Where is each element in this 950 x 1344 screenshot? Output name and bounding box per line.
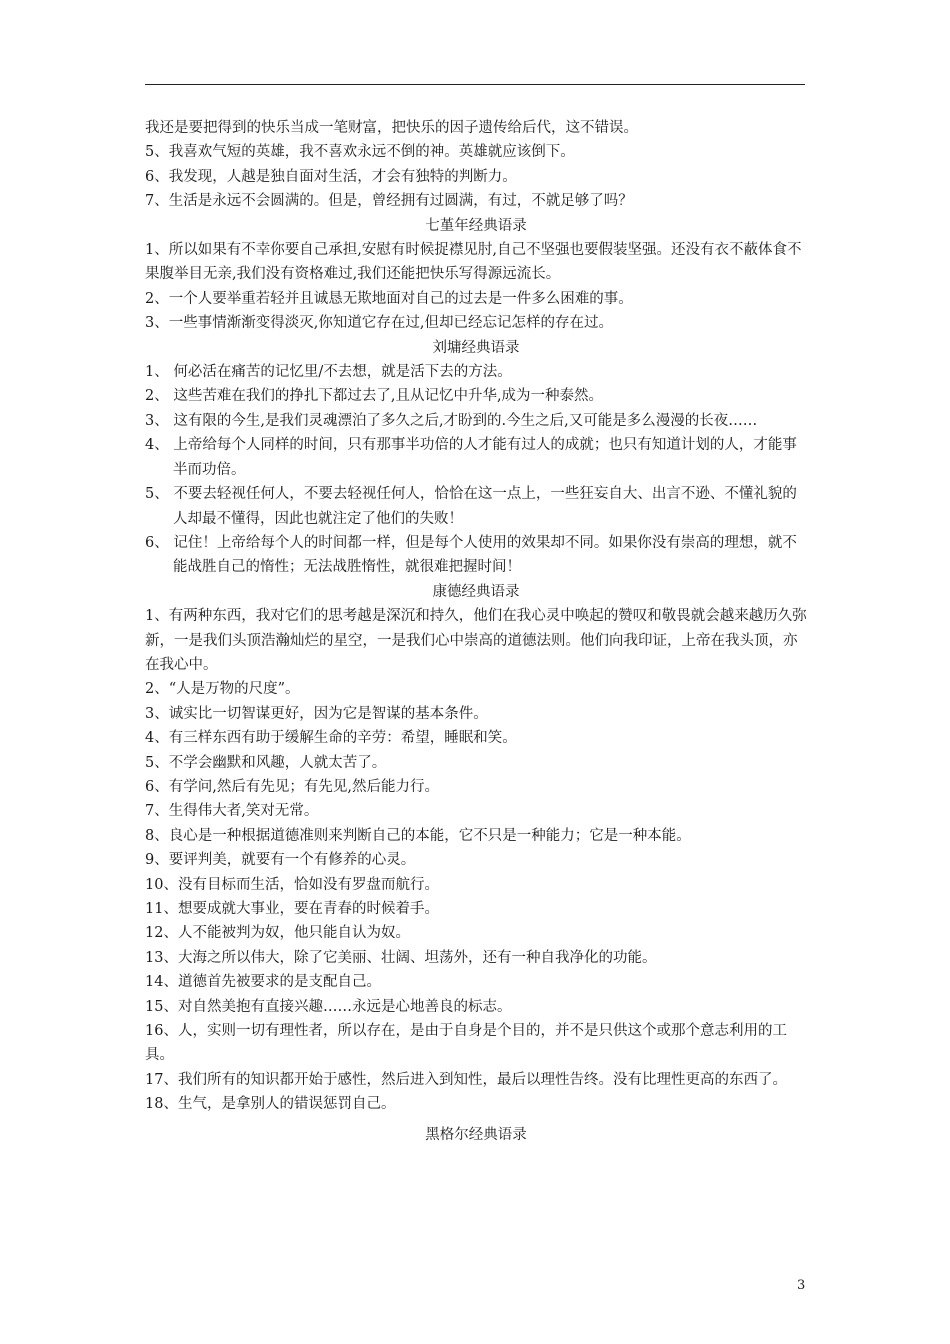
quote-item: 6、 记住！上帝给每个人的时间都一样，但是每个人使用的效果却不同。如果你没有崇高的理想，就不能战胜自己的惰性；无法战胜惰性，就很难把握时间！: [145, 534, 797, 576]
quote-item: 7、生得伟大者,笑对无常。: [145, 803, 319, 820]
section-title: 七堇年经典语录: [425, 217, 527, 234]
quote-item: 15、对自然美抱有直接兴趣……永远是心地善良的标志。: [145, 998, 512, 1015]
text-line: 5、我喜欢气短的英雄，我不喜欢永远不倒的神。英雄就应该倒下。: [145, 144, 575, 161]
quote-item: 12、人不能被判为奴，他只能自认为奴。: [145, 925, 410, 942]
quote-item: 2、一个人要举重若轻并且诚恳无欺地面对自己的过去是一件多么困难的事。: [145, 290, 633, 307]
page-content: [145, 116, 807, 1147]
section-title: 康德经典语录: [432, 583, 520, 600]
section-title: 黑格尔经典语录: [425, 1126, 527, 1143]
quote-item: 2、“人是万物的尺度”。: [145, 681, 300, 698]
text-line: 我还是要把得到的快乐当成一笔财富，把快乐的因子遗传给后代，这不错误。: [145, 120, 638, 136]
quote-item: 16、人，实则一切有理性者，所以存在，是由于自身是个目的，并不是只供这个或那个意志利用的工具。: [145, 1023, 787, 1064]
page-number: 3: [797, 1278, 806, 1293]
section-kant: [145, 580, 807, 1117]
quote-item: 14、道德首先被要求的是支配自己。: [145, 974, 381, 991]
quote-item: 17、我们所有的知识都开始于感性，然后进入到知性，最后以理性告终。没有比理性更高的东西了。: [145, 1071, 787, 1088]
quote-item: 18、生气，是拿别人的错误惩罚自己。: [145, 1096, 396, 1113]
quote-item: 5、不学会幽默和风趣，人就太苦了。: [145, 754, 387, 771]
section-qijinnian: [145, 214, 807, 336]
text-line: 7、生活是永远不会圆满的。但是，曾经拥有过圆满，有过，不就足够了吗？: [145, 193, 633, 210]
quote-item: 3、 这有限的今生,是我们灵魂漂泊了多久之后,才盼到的.今生之后,又可能是多么漫漫的长夜……: [145, 412, 758, 429]
quote-item: 11、想要成就大事业，要在青春的时候着手。: [145, 901, 439, 917]
quote-item: 1、有两种东西，我对它们的思考越是深沉和持久，他们在我心灵中唤起的赞叹和敬畏就会越来越历久弥新，一是我们头顶浩瀚灿烂的星空，一是我们心中崇高的道德法则。他们向我印证，上帝在我头顶，亦在我心中。: [145, 608, 807, 673]
quote-item: 1、 何必活在痛苦的记忆里/不去想，就是活下去的方法。: [145, 364, 512, 381]
section-title: 刘墉经典语录: [432, 339, 520, 356]
section-liuyong: [145, 336, 807, 580]
header-rule: [145, 84, 805, 85]
section-hegel: [145, 1123, 807, 1147]
quote-item: 2、 这些苦难在我们的挣扎下都过去了,且从记忆中升华,成为一种泰然。: [145, 388, 604, 405]
quote-item: 8、良心是一种根据道德准则来判断自己的本能，它不只是一种能力；它是一种本能。: [145, 827, 691, 844]
text-line: 6、我发现，人越是独自面对生活，才会有独特的判断力。: [145, 168, 517, 185]
quote-item: 3、一些事情渐渐变得淡灭,你知道它存在过,但却已经忘记怎样的存在过。: [145, 315, 613, 332]
quote-item: 4、 上帝给每个人同样的时间，只有那事半功倍的人才能有过人的成就；也只有知道计划的人，才能事半而功倍。: [145, 437, 797, 478]
quote-item: 10、没有目标而生活，恰如没有罗盘而航行。: [145, 876, 439, 893]
quote-item: 1、所以如果有不幸你要自己承担,安慰有时候捉襟见肘,自己不坚强也要假装坚强。还没有衣不蔽体食不果腹举目无亲,我们没有资格难过,我们还能把快乐写得源远流长。: [145, 242, 802, 283]
quote-item: 5、 不要去轻视任何人，不要去轻视任何人，恰恰在这一点上，一些狂妄自大、出言不逊、不懂礼貌的人却最不懂得，因此也就注定了他们的失败！: [145, 486, 797, 527]
quote-item: 13、大海之所以伟大，除了它美丽、壮阔、坦荡外，还有一种自我净化的功能。: [145, 949, 657, 966]
quote-item: 3、诚实比一切智谋更好，因为它是智谋的基本条件。: [145, 705, 488, 722]
quote-item: 4、有三样东西有助于缓解生命的辛劳：希望，睡眠和笑。: [145, 730, 517, 747]
quote-item: 9、要评判美，就要有一个有修养的心灵。: [145, 852, 416, 869]
quote-item: 6、有学问,然后有先见；有先见,然后能力行。: [145, 778, 439, 795]
